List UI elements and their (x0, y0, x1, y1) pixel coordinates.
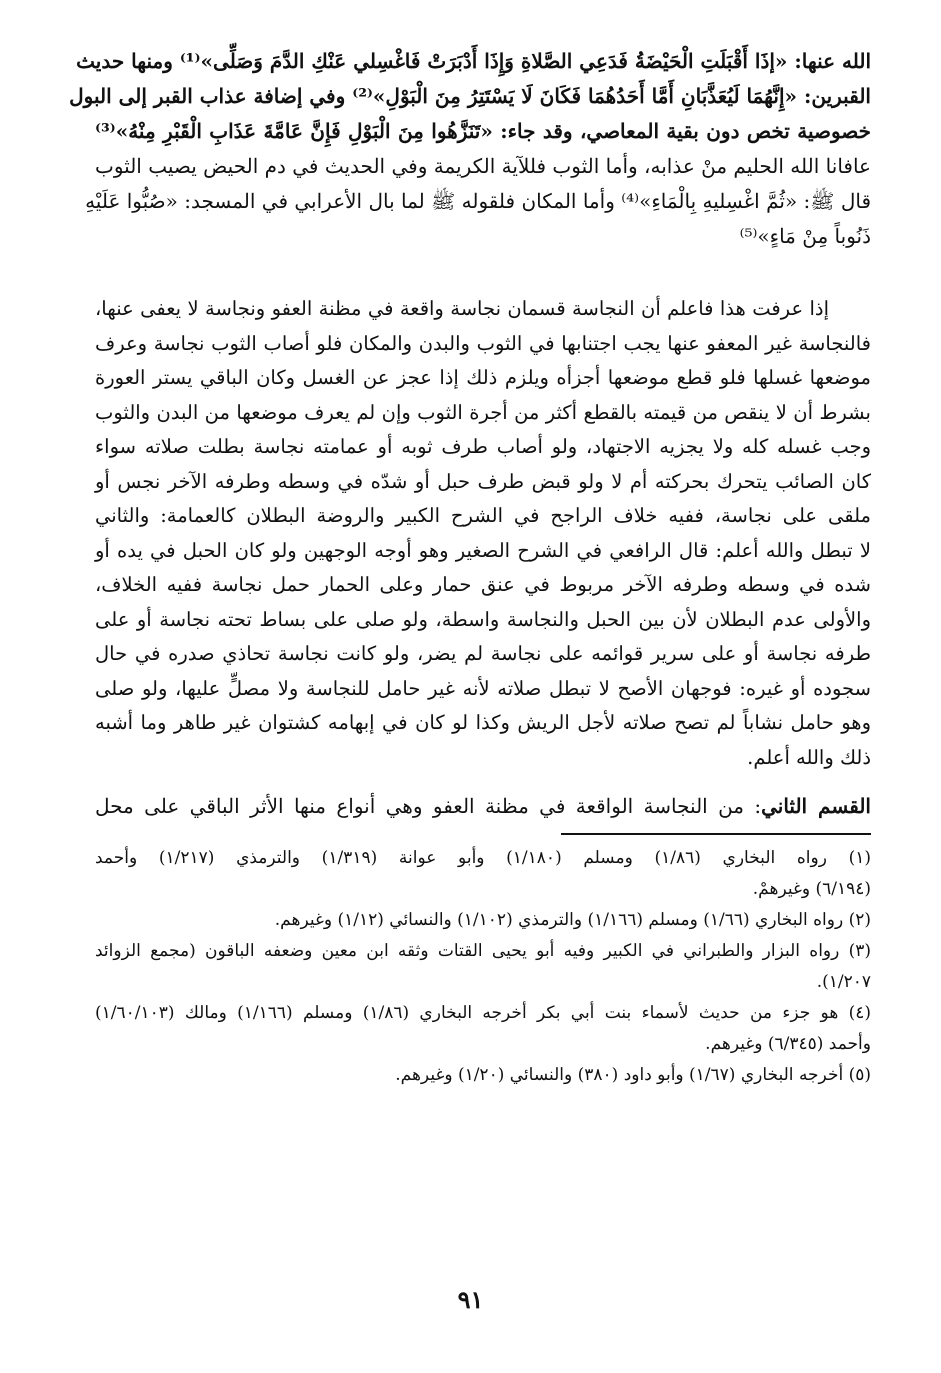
text-line: موضعها غسلها فلو قطع موضعها أجزأه ويلزم ذلك إذا عجز عن الغسل وكان الباقي يستر العورة (95, 366, 871, 389)
text-line: كان الصائب يتحرك بحركته أم لا ولو قبض طرف حبل أو شدّه في وسطه وطرفه الآخر نجس أو (95, 469, 871, 493)
text-line: وهو حامل نشاباً لم تصح صلاته لأجل الريش وكذا لو كان في إبهامه كشتوان غير طاهر وما أشبه (95, 711, 871, 734)
text-line: طرفه نجاسة أو على سرير قوائمه على نجاسة لم يضر، ولو كانت نجاسة تحاذي صدره في حال (95, 642, 871, 665)
section-text: : من النجاسة الواقعة في مظنة العفو وهي أنواع منها الأثر الباقي على محل (95, 794, 762, 818)
section-two-paragraph (95, 787, 871, 825)
text-line: ذلك والله أعلم. (747, 745, 871, 769)
footnote-line: (٤) هو جزء من حديث لأسماء بنت أبي بكر أخرجه البخاري (١/٨٦) ومسلم (١/١٦٦) ومالك (١/٦٠/١٠٣) (95, 1003, 872, 1023)
footnote-line: (٦/١٩٤) وغيرهمْ. (752, 879, 871, 899)
text-line: فالنجاسة غير المعفو عنها يجب اجتنابها في الثوب والبدن والمكان فلو أصاب الثوب نجاسة وعرف (95, 331, 871, 355)
text-line: الله عنها: «إذَا أَقْبَلَتِ الْحَيْضَةُ فَدَعِي الصَّلاةِ وَإِذَا أَدْبَرَتْ فَاغْسِلي عَنْكِ الدَّمَ وَصَلِّى»⁽¹⁾ ومنها حديث (76, 49, 871, 73)
text-line: سجوده أو غيره: فوجهان الأصح لا تبطل صلاته لأنه غير حامل للنجاسة ولا مصلٍّ عليها، ولو صلى (95, 676, 871, 700)
text-line: قال ﷺ: «ثُمَّ اغْسِليهِ بِالْمَاءِ»⁽⁴⁾ وأما المكان فلقوله ﷺ لما بال الأعرابي في المسجد: «صُبُّوا عَلَيْهِ (85, 189, 871, 213)
text-line: إذا عرفت هذا فاعلم أن النجاسة قسمان نجاسة واقعة في مظنة العفو ونجاسة لا يعفى عنها، (95, 297, 829, 320)
text-line: لا تبطل والله أعلم: قال الرافعي في الشرح الصغير وهو أوجه الوجهين ولو كان الحبل في يده أو (95, 538, 871, 562)
footnote-line: (٣) رواه البزار والطبراني في الكبير وفيه أبو يحيى القتات وثقه ابن معين وضعفه الباقون (مجمع الزوائد (95, 941, 871, 961)
text-line: خصوصية تخص دون بقية المعاصي، وقد جاء: «تَنَزَّهُوا مِنَ الْبَوْلِ فَإِنَّ عَامَّةَ عَذَابِ الْقَبْرِ مِنْهُ»⁽³⁾ (95, 119, 871, 143)
text-line: والأولى عدم البطلان لأن بين الحبل والنجاسة واسطة، ولو صلى على بساط تحته نجاسة أو على (95, 607, 871, 631)
footnotes (95, 843, 871, 1091)
text-line: بشرط أن لا ينقص من قيمته بالقطع أكثر من أجرة الثوب وإن لم يعرف موضعها من البدن والثوب (95, 400, 871, 424)
footnote-line: ١/٢٠٧). (816, 972, 871, 992)
main-paragraph (95, 292, 871, 775)
text-line: ملقى على نجاسة، ففيه خلاف الراجح في الشرح الكبير والروضة البطلان كالعمامة: والثاني (95, 504, 871, 527)
text-line: شده في وسطه وطرفه الآخر مربوط في عنق حمار وعلى الحمار حمل نجاسة ففيه الخلاف، (95, 573, 871, 596)
footnote-line: (١) رواه البخاري (١/٨٦) ومسلم (١/١٨٠) وأبو عوانة (١/٣١٩) والترمذي (١/٢١٧) وأحمد (95, 848, 872, 868)
text-line: وجب غسله كله ولا يجزيه الاجتهاد، ولو أصاب طرف ثوبه أو عمامته نجاسة بطلت صلاته سواء (95, 435, 871, 458)
text-line (95, 787, 871, 825)
footnote-line: وأحمد (٦/٣٤٥) وغيرهم. (705, 1034, 871, 1054)
text-line: ذَنُوباً مِنْ مَاءٍ»⁽⁵⁾ (739, 224, 871, 248)
page-number: ٩١ (457, 1285, 484, 1314)
hadith-paragraph (69, 44, 871, 254)
footnote-line: (٢) رواه البخاري (١/٦٦) ومسلم (١/١٦٦) والترمذي (١/١٠٢) والنسائي (١/١٢) وغيرهم. (274, 910, 871, 930)
footnote-divider (561, 833, 871, 835)
text-line: القبرين: «إِنَّهُمَا لَيُعَذَّبَانِ أَمَّا أَحَدُهُمَا فَكَانَ لَا يَسْتَتِرُ مِنَ الْبَوْلِ»⁽²⁾ وفي إضافة عذاب القبر إلى البول (69, 84, 871, 108)
footnote-line: (٥) أخرجه البخاري (١/٦٧) وأبو داود (٣٨٠) والنسائي (١/٢٠) وغيرهم. (395, 1065, 871, 1085)
section-heading: القسم الثاني (761, 794, 871, 818)
text-line: عافانا الله الحليم منْ عذابه، وأما الثوب فللآية الكريمة وفي الحديث في دم الحيض يصيب الثوب (95, 154, 871, 178)
